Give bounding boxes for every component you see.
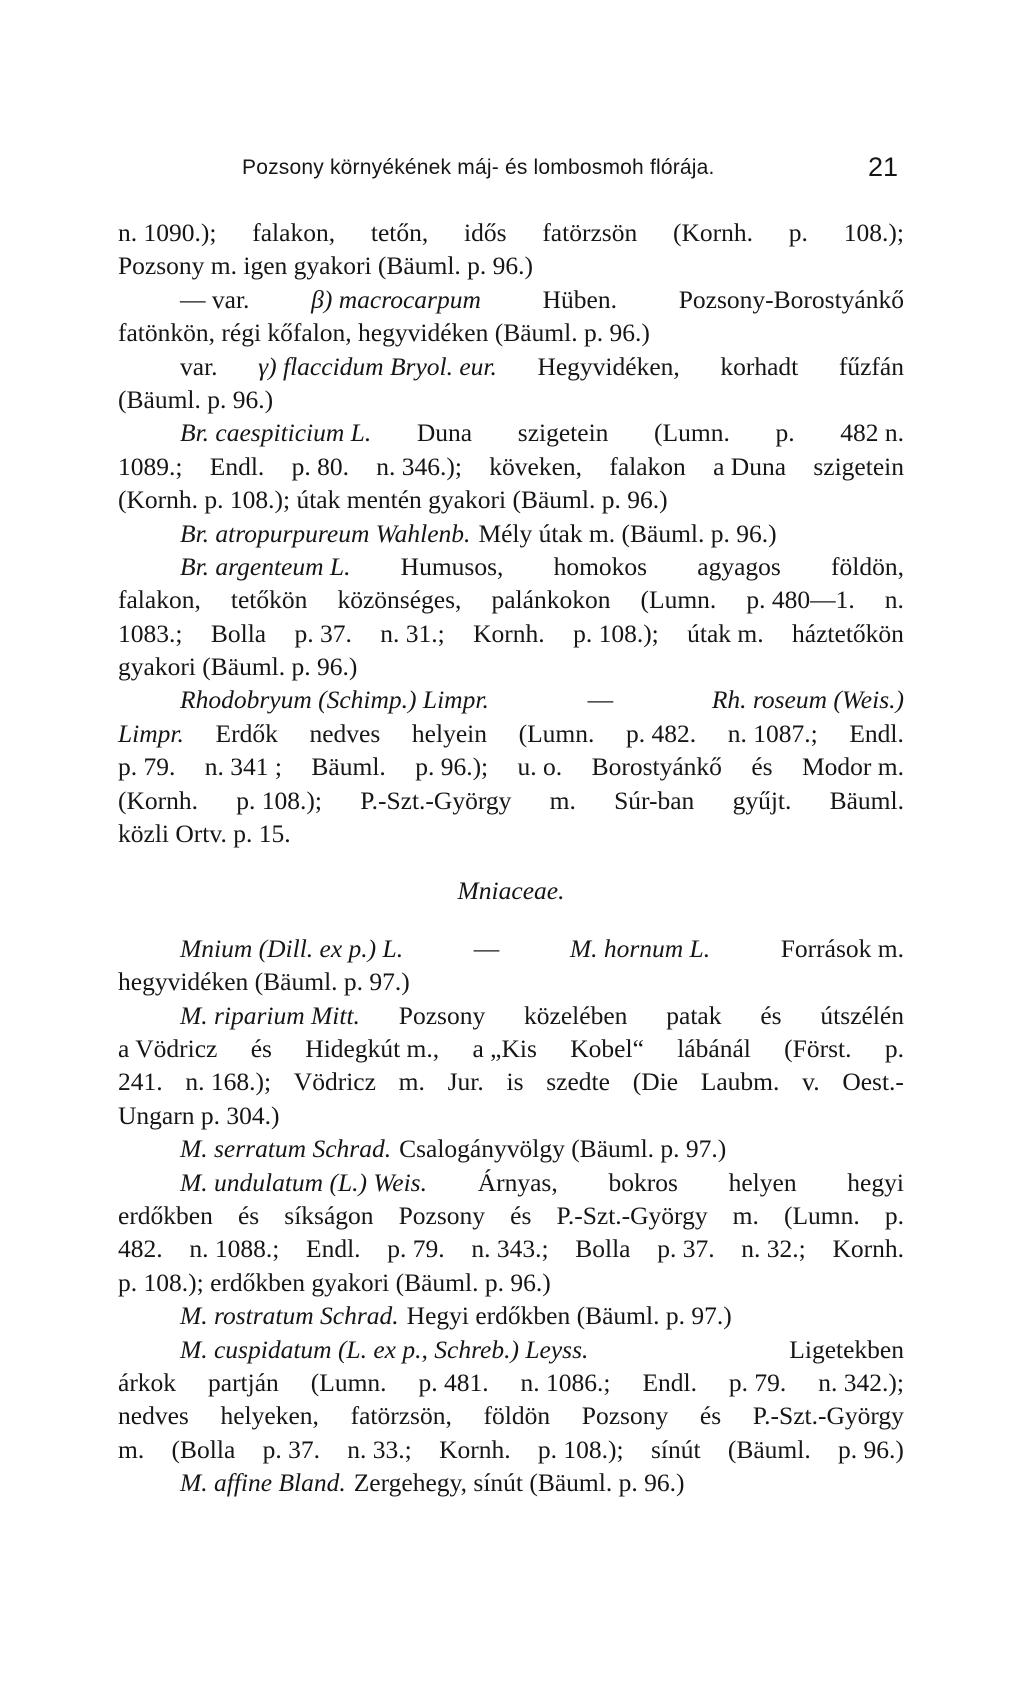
text-segment: (Först. (784, 1033, 852, 1063)
text-segment: p. 108.); (573, 618, 659, 648)
text-segment: és (250, 1033, 272, 1063)
text-segment: — (587, 685, 614, 715)
text-segment: — var. (180, 284, 250, 314)
text-line (118, 550, 904, 583)
text-segment: Zergehegy, sínút (Bäuml. p. 96.) (353, 1468, 685, 1498)
section-heading (118, 874, 904, 907)
text-segment: (Lumn. (783, 1200, 860, 1230)
text-segment: szedte (546, 1067, 610, 1097)
text-segment: Borostyánkő (591, 752, 722, 782)
text-line (118, 1065, 904, 1098)
page-header (118, 146, 904, 198)
text-line (118, 999, 904, 1032)
text-segment: Pozsony (398, 1200, 486, 1230)
text-segment: P.-Szt.-György (752, 1401, 904, 1431)
taxon-name: M. cuspidatum (L. ex p., Schreb.) Leyss. (180, 1334, 589, 1364)
text-segment: Bolla (210, 618, 267, 648)
taxon-name: M. serratum Schrad. (180, 1134, 392, 1164)
text-line (118, 1466, 904, 1499)
text-line (118, 216, 904, 249)
text-segment: m. (549, 785, 576, 815)
text-segment: partján (208, 1367, 279, 1397)
text-segment: Duna (416, 418, 473, 448)
text-segment: n. 32.; (741, 1234, 806, 1264)
text-segment: közelében (524, 1000, 628, 1030)
taxon-name: M. hornum L. (569, 933, 711, 963)
text-segment: p. 108.); (537, 1434, 624, 1464)
text-segment: Árnyas, (477, 1167, 558, 1197)
text-segment: m. (118, 1434, 145, 1464)
text-segment: tetőkön (230, 585, 308, 615)
text-segment: n. (884, 585, 904, 615)
text-segment: — (473, 933, 500, 963)
text-line (118, 932, 904, 965)
text-line (118, 483, 904, 516)
text-line (118, 1299, 904, 1332)
taxon-name: Br. atropurpureum Wahlenb. (180, 518, 471, 548)
text-segment: Endl. (849, 718, 904, 748)
text-line (118, 283, 904, 316)
taxon-name: β) macrocarpum (311, 284, 481, 314)
text-segment: (Bolla (171, 1434, 236, 1464)
text-segment: p. 96.); (415, 752, 489, 782)
text-segment: köveken, (489, 451, 583, 481)
text-segment: p. 481. (418, 1367, 489, 1397)
text-line (118, 249, 904, 282)
text-line (118, 383, 904, 416)
taxon-name: Rh. roseum (Weis.) (711, 685, 904, 715)
text-segment: Vödricz (293, 1067, 376, 1097)
text-segment: falakon, (252, 218, 336, 247)
text-segment: agyagos (697, 551, 781, 581)
text-segment: m. (398, 1067, 425, 1097)
text-line (118, 1333, 904, 1366)
text-segment: p. 79. (387, 1234, 445, 1264)
text-segment: lábánál (677, 1033, 751, 1063)
text-segment: sínút (650, 1434, 701, 1464)
text-segment: P.-Szt.-György (360, 785, 512, 815)
taxon-name: Limpr. (118, 718, 184, 748)
text-line (118, 1099, 904, 1132)
taxon-name: Mniaceae. (457, 876, 565, 906)
text-segment: 1083.; (118, 618, 183, 648)
taxon-name: Br. caespiticium L. (180, 418, 372, 448)
text-segment: Pozsony-Borostyánkő (678, 284, 904, 314)
text-segment: Pozsony (581, 1401, 669, 1431)
text-line (118, 965, 904, 998)
text-segment: Súr-ban (614, 785, 695, 815)
text-segment: n. 1086.; (520, 1367, 611, 1397)
text-segment: Oest.- (842, 1067, 904, 1097)
text-segment: erdőkben (118, 1200, 213, 1230)
text-line (118, 517, 904, 550)
text-segment: n. 31.; (380, 618, 445, 648)
text-segment: n. 1087.; (727, 718, 818, 748)
text-segment: fűzfán (838, 351, 904, 381)
text-segment: nedves (309, 718, 381, 748)
text-segment: m. (732, 1200, 759, 1230)
text-segment: közli Ortv. p. 15. (118, 819, 291, 849)
text-segment: és (751, 752, 773, 782)
text-segment: p. 37. (262, 1434, 320, 1464)
text-segment: Hüben. (542, 284, 617, 314)
text-line (118, 1433, 904, 1466)
text-line (118, 416, 904, 449)
text-segment: fatörzsön (542, 218, 638, 247)
text-segment: (Lumn. (640, 585, 717, 615)
text-segment: (Kornh. p. 108.); útak mentén gyakori (Bäuml. p. 96.) (118, 485, 668, 515)
text-segment: és (237, 1200, 260, 1230)
taxon-name: Br. argenteum L. (180, 551, 351, 581)
taxon-name: M. undulatum (L.) Weis. (180, 1167, 427, 1197)
text-line (118, 1232, 904, 1265)
text-segment: n. 1088.; (189, 1234, 280, 1264)
text-segment: Modor m. (801, 752, 904, 782)
text-segment: p. (788, 218, 808, 247)
text-segment: Humusos, (400, 551, 504, 581)
text-segment: síkságon (284, 1200, 374, 1230)
text-line (118, 1199, 904, 1232)
taxon-name: γ) flaccidum Bryol. eur. (258, 351, 497, 381)
text-segment: Ungarn p. 304.) (118, 1100, 280, 1130)
text-line (118, 583, 904, 616)
text-segment: árkok (118, 1367, 177, 1397)
text-segment: Hegyvidéken, (537, 351, 680, 381)
text-segment: Endl. (209, 451, 265, 481)
text-segment: n. 341 ; (204, 752, 282, 782)
text-line (118, 683, 904, 716)
text-segment: korhadt (720, 351, 799, 381)
text-segment: 482. (118, 1234, 163, 1264)
text-segment: Kornh. (473, 618, 545, 648)
text-segment: Kobel“ (570, 1033, 644, 1063)
text-segment: Endl. (642, 1367, 697, 1397)
text-segment: patak (666, 1000, 722, 1030)
text-line (118, 350, 904, 383)
text-segment: n. 342.); (818, 1367, 904, 1397)
text-segment: és (760, 1000, 782, 1030)
text-segment: (Bäuml. p. 96.) (118, 384, 274, 414)
text-segment: a „Kis (472, 1033, 537, 1063)
text-segment: hegyi (847, 1167, 904, 1197)
text-line (118, 717, 904, 750)
text-segment: Endl. (306, 1234, 361, 1264)
text-segment: helyeken, (220, 1401, 319, 1431)
text-segment: helyein (411, 718, 487, 748)
text-line (118, 1032, 904, 1065)
text-segment: n. 346.); (376, 451, 462, 481)
text-segment: falakon (609, 451, 686, 481)
text-segment: n. 33.; (347, 1434, 412, 1464)
text-segment: közönséges, (337, 585, 462, 615)
text-segment: p. 108.); (236, 785, 322, 815)
text-line (118, 750, 904, 783)
text-segment: a Vödricz (118, 1033, 218, 1063)
paragraph-gap (118, 908, 904, 932)
text-segment: p. 79. (728, 1367, 787, 1397)
text-segment: Csalogányvölgy (Bäuml. p. 97.) (399, 1134, 727, 1164)
text-segment: Jur. (447, 1067, 484, 1097)
text-segment: p. 96.) (838, 1434, 904, 1464)
text-line (118, 784, 904, 817)
taxon-name: Rhodobryum (Schimp.) Limpr. (180, 685, 489, 715)
text-segment: szigetein (517, 418, 609, 448)
text-segment: p. (884, 1200, 904, 1230)
text-segment: p. (775, 418, 795, 448)
text-segment: p. 480—1. (746, 585, 855, 615)
text-segment: Források m. (780, 933, 904, 963)
text-segment: helyen (728, 1167, 797, 1197)
text-segment: Kornh. (832, 1234, 904, 1264)
text-segment: (Lumn. (310, 1367, 387, 1397)
text-segment: földön, (831, 551, 904, 581)
text-segment: Ligetekben (789, 1334, 904, 1364)
text-segment: p. 108.); erdőkben gyakori (Bäuml. p. 96.) (118, 1267, 551, 1297)
text-segment: n. 343.; (471, 1234, 549, 1264)
text-segment: gyakori (Bäuml. p. 96.) (118, 652, 358, 682)
text-segment: és (699, 1401, 722, 1431)
text-segment: 1089.; (118, 451, 183, 481)
text-segment: (Lumn. (654, 418, 730, 448)
text-segment: Hegyi erdőkben (Bäuml. p. 97.) (406, 1301, 732, 1331)
text-segment: falakon, (118, 585, 201, 615)
text-segment: is (506, 1067, 524, 1097)
taxon-name: M. riparium Mitt. (180, 1000, 360, 1030)
text-segment: P.-Szt.-György (556, 1200, 708, 1230)
text-segment: (Kornh. (672, 218, 754, 247)
text-segment: homokos (553, 551, 648, 581)
text-segment: Pozsony m. igen gyakori (Bäuml. p. 96.) (118, 251, 534, 281)
text-line (118, 450, 904, 483)
paragraph-gap (118, 850, 904, 874)
text-segment: (Lumn. (518, 718, 595, 748)
text-segment: 108.); (843, 218, 904, 247)
text-segment: hegyvidéken (Bäuml. p. 97.) (118, 967, 410, 997)
text-segment: Mély útak m. (Bäuml. p. 96.) (478, 518, 777, 548)
text-segment: Pozsony (398, 1000, 486, 1030)
running-title: Pozsony környékének máj- és lombosmoh flórája. (242, 156, 715, 179)
text-line (118, 1366, 904, 1399)
text-segment: p. 79. (118, 752, 176, 782)
text-segment: fatönkön, régi kőfalon, hegyvidéken (Bäuml. p. 96.) (118, 318, 650, 348)
taxon-name: M. rostratum Schrad. (180, 1301, 399, 1331)
text-segment: palánkokon (491, 585, 611, 615)
text-line (118, 650, 904, 683)
text-segment: földön (483, 1401, 551, 1431)
text-segment: nedves (118, 1401, 189, 1431)
text-segment: útszélén (820, 1000, 904, 1030)
text-segment: a Duna (713, 451, 787, 481)
text-line (118, 316, 904, 349)
text-line (118, 817, 904, 850)
text-segment: Hidegkút m., (305, 1033, 440, 1063)
text-segment: p. 482. (626, 718, 697, 748)
text-segment: p. 37. (294, 618, 352, 648)
text-line (118, 1399, 904, 1432)
text-segment: var. (180, 351, 218, 381)
text-segment: (Kornh. (118, 785, 199, 815)
text-segment: p. 37. (657, 1234, 715, 1264)
text-segment: útak m. (687, 618, 764, 648)
text-line (118, 1132, 904, 1165)
text-segment: és (510, 1200, 532, 1230)
text-segment: idős (464, 218, 507, 247)
text-segment: Kornh. (439, 1434, 511, 1464)
text-segment: Bäuml. (829, 785, 904, 815)
text-segment: bokros (608, 1167, 678, 1197)
taxon-name: M. affine Bland. (180, 1468, 346, 1498)
text-line (118, 1166, 904, 1199)
text-segment: fatörzsön, (350, 1401, 452, 1431)
text-segment: Bäuml. (311, 752, 386, 782)
text-segment: n. 1090.); (118, 218, 217, 247)
text-segment: p. 80. (291, 451, 349, 481)
text-segment: háztetőkön (792, 618, 904, 648)
text-segment: u. o. (517, 752, 563, 782)
text-segment: p. (884, 1033, 904, 1063)
text-segment: (Die (632, 1067, 679, 1097)
body-text (118, 216, 904, 1499)
taxon-name: Mnium (Dill. ex p.) L. (180, 933, 404, 963)
text-line (118, 617, 904, 650)
text-segment: gyűjt. (732, 785, 792, 815)
text-segment: tetőn, (370, 218, 429, 247)
text-line (118, 1266, 904, 1299)
text-segment: Bolla (575, 1234, 631, 1264)
page-number: 21 (867, 152, 898, 182)
text-segment: Erdők (215, 718, 278, 748)
text-segment: 241. (118, 1067, 163, 1097)
text-segment: szigetein (813, 451, 904, 481)
text-segment: n. 168.); (185, 1067, 272, 1097)
text-segment: (Bäuml. (727, 1434, 811, 1464)
text-segment: 482 n. (840, 418, 904, 448)
book-page (118, 146, 904, 1499)
text-segment: v. (802, 1067, 820, 1097)
text-segment: Laubm. (700, 1067, 780, 1097)
